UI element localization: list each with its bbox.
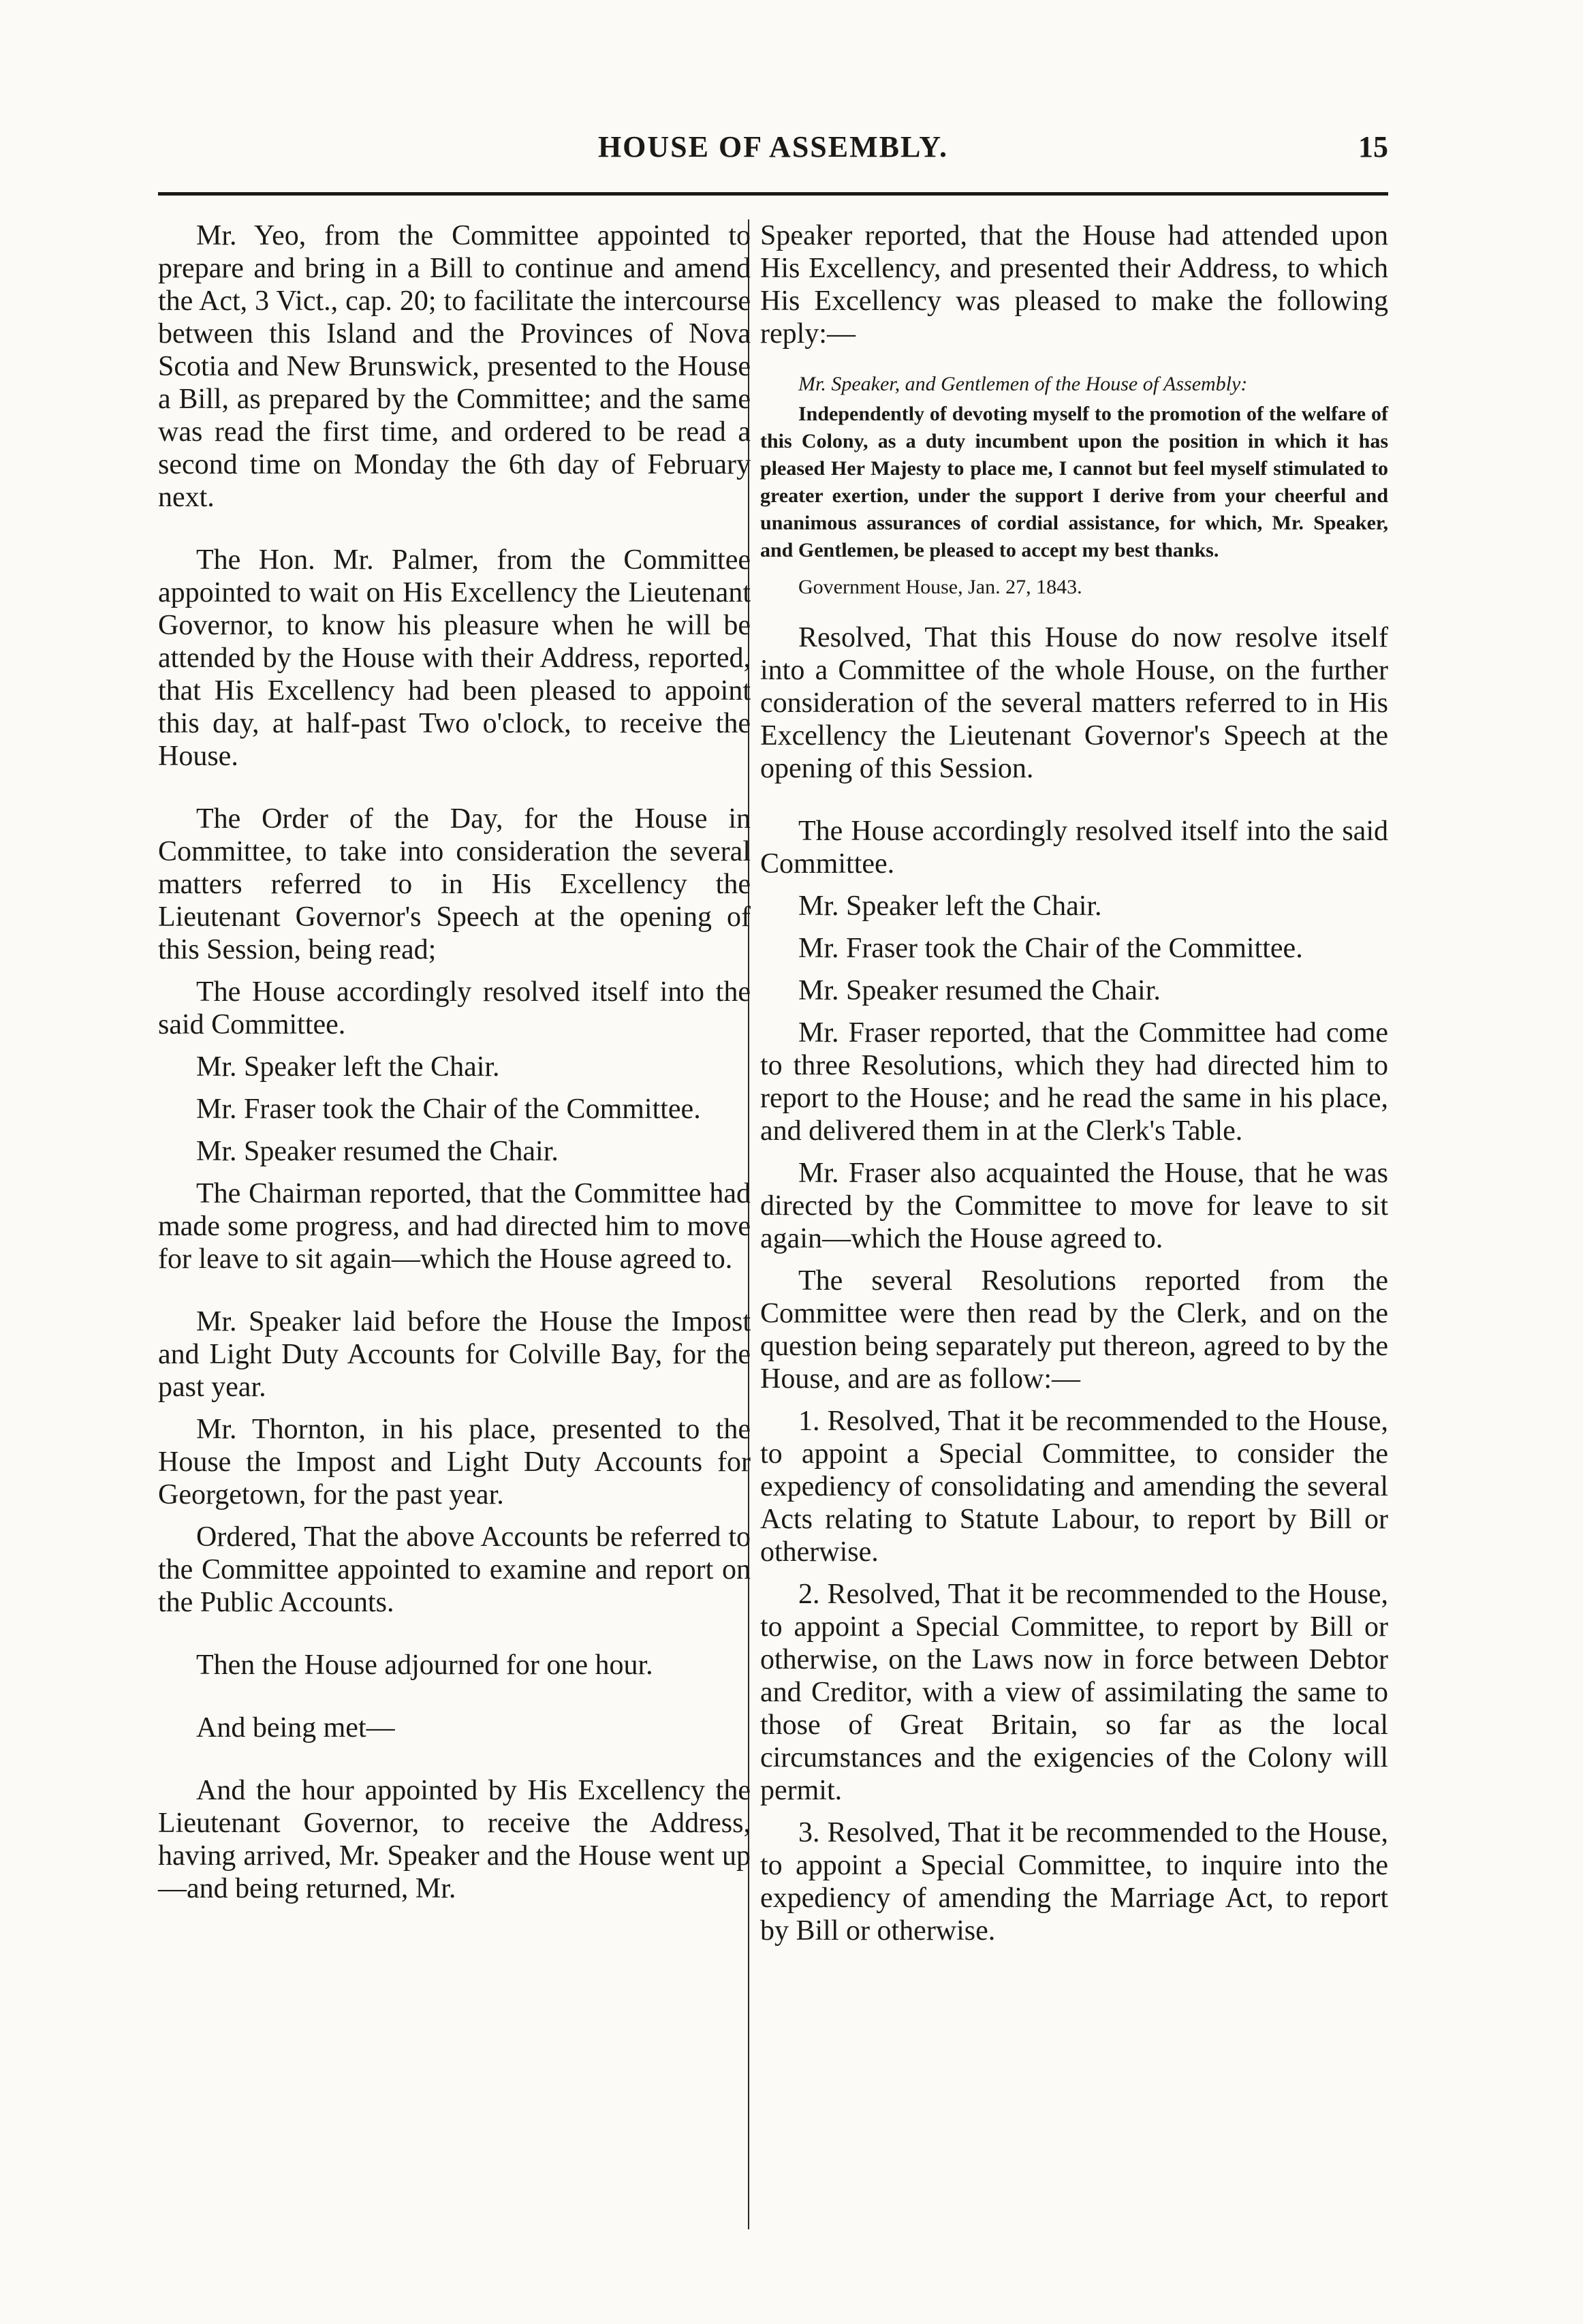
paragraph: Mr. Yeo, from the Committee appointed to prepare and bring in a Bill to continue and amend the Act, 3 Vict., cap. 20; to facilitate the intercourse between this Island and the Provinces of Nova Scotia and New Brunswick, presented to the House a Bill, as prepared by the Committee; and the same was read the first time, and ordered to be read a second time on Monday the 6th day of February next. — [158, 220, 751, 513]
paragraph: And being met— — [196, 1712, 395, 1744]
paragraph: Then the House adjourned for one hour. — [196, 1649, 653, 1681]
header-rule — [158, 192, 1388, 196]
page-header — [158, 129, 1388, 177]
paragraph: The House accordingly resolved itself into the said Committee. — [760, 816, 1388, 880]
running-head: HOUSE OF ASSEMBLY. — [597, 130, 949, 164]
paragraph: Mr. Speaker resumed the Chair. — [798, 975, 1161, 1006]
paragraph: Mr. Speaker resumed the Chair. — [196, 1136, 559, 1167]
paragraph: The Hon. Mr. Palmer, from the Committee appointed to wait on His Excellency the Lieutenant Governor, to know his pleasure when he will be attended by the House with their Address, reported, that His Excellency had been pleased to appoint this day, at half-past Two o'clock, to receive the House. — [158, 544, 751, 772]
paragraph: Mr. Speaker left the Chair. — [798, 890, 1102, 922]
paragraph: The House accordingly resolved itself into the said Committee. — [158, 976, 751, 1040]
resolution-2: 2. Resolved, That it be recommended to the House, to appoint a Special Committee, to report by Bill or otherwise, on the Laws now in force between Debtor and Creditor, with a view of assimilating the same to those of Great Britain, so far as the local circumstances and the exigencies of the Colony will permit. — [760, 1579, 1388, 1806]
paragraph: Speaker reported, that the House had attended upon His Excellency, and presented their Address, to which His Excellency was pleased to make the following reply:— — [760, 220, 1388, 350]
right-column — [760, 219, 1388, 1957]
paragraph: Mr. Speaker laid before the House the Impost and Light Duty Accounts for Colville Bay, for the past year. — [158, 1306, 751, 1403]
paragraph: Mr. Fraser reported, that the Committee had come to three Resolutions, which they had directed him to report to the House; and he read the same in his place, and delivered them in at the Clerk's Table. — [760, 1017, 1388, 1147]
paragraph: The Chairman reported, that the Committee had made some progress, and had directed him to move for leave to sit again—which the House agreed to. — [158, 1178, 751, 1275]
paragraph: Mr. Thornton, in his place, presented to the House the Impost and Light Duty Accounts for Georgetown, for the past year. — [158, 1414, 751, 1510]
paragraph: Mr. Fraser took the Chair of the Committee. — [798, 933, 1303, 964]
reply-body: Independently of devoting myself to the promotion of the welfare of this Colony, as a duty incumbent upon the position in which it has pleased Her Majesty to place me, I cannot but feel myself stimulated to greater exertion, under the support I derive from your cheerful and unanimous assurances of cordial assistance, for which, Mr. Speaker, and Gentlemen, be pleased to accept my best thanks. — [760, 403, 1388, 561]
page-number: 15 — [1358, 130, 1388, 164]
paragraph: The Order of the Day, for the House in Committee, to take into consideration the several matters referred to in His Excellency the Lieutenant Governor's Speech at the opening of this Session, being read; — [158, 803, 751, 965]
paragraph: Mr. Speaker left the Chair. — [196, 1051, 500, 1083]
paragraph: Resolved, That this House do now resolve itself into a Committee of the whole House, on the further consideration of the several matters referred to in His Excellency the Lieutenant Governor's Speech at the opening of this Session. — [760, 622, 1388, 784]
reply-salutation: Mr. Speaker, and Gentlemen of the House of Assembly: — [798, 373, 1248, 395]
reply-signature: Government House, Jan. 27, 1843. — [798, 576, 1082, 598]
paragraph: The several Resolutions reported from the Committee were then read by the Clerk, and on the question being separately put thereon, agreed to by the House, and are as follow:— — [760, 1265, 1388, 1395]
left-column — [158, 219, 751, 1915]
paragraph: And the hour appointed by His Excellency the Lieutenant Governor, to receive the Address, having arrived, Mr. Speaker and the House went up—and being returned, Mr. — [158, 1775, 751, 1904]
paragraph: Mr. Fraser took the Chair of the Committee. — [196, 1094, 701, 1125]
resolution-3: 3. Resolved, That it be recommended to the House, to appoint a Special Committee, to inquire into the expediency of amending the Marriage Act, to report by Bill or otherwise. — [760, 1817, 1388, 1947]
resolution-1: 1. Resolved, That it be recommended to the House, to appoint a Special Committee, to consider the expediency of consolidating and amending the several Acts relating to Statute Labour, to report by Bill or otherwise. — [760, 1406, 1388, 1568]
paragraph: Ordered, That the above Accounts be referred to the Committee appointed to examine and report on the Public Accounts. — [158, 1521, 751, 1618]
paragraph: Mr. Fraser also acquainted the House, that he was directed by the Committee to move for leave to sit again—which the House agreed to. — [760, 1158, 1388, 1254]
